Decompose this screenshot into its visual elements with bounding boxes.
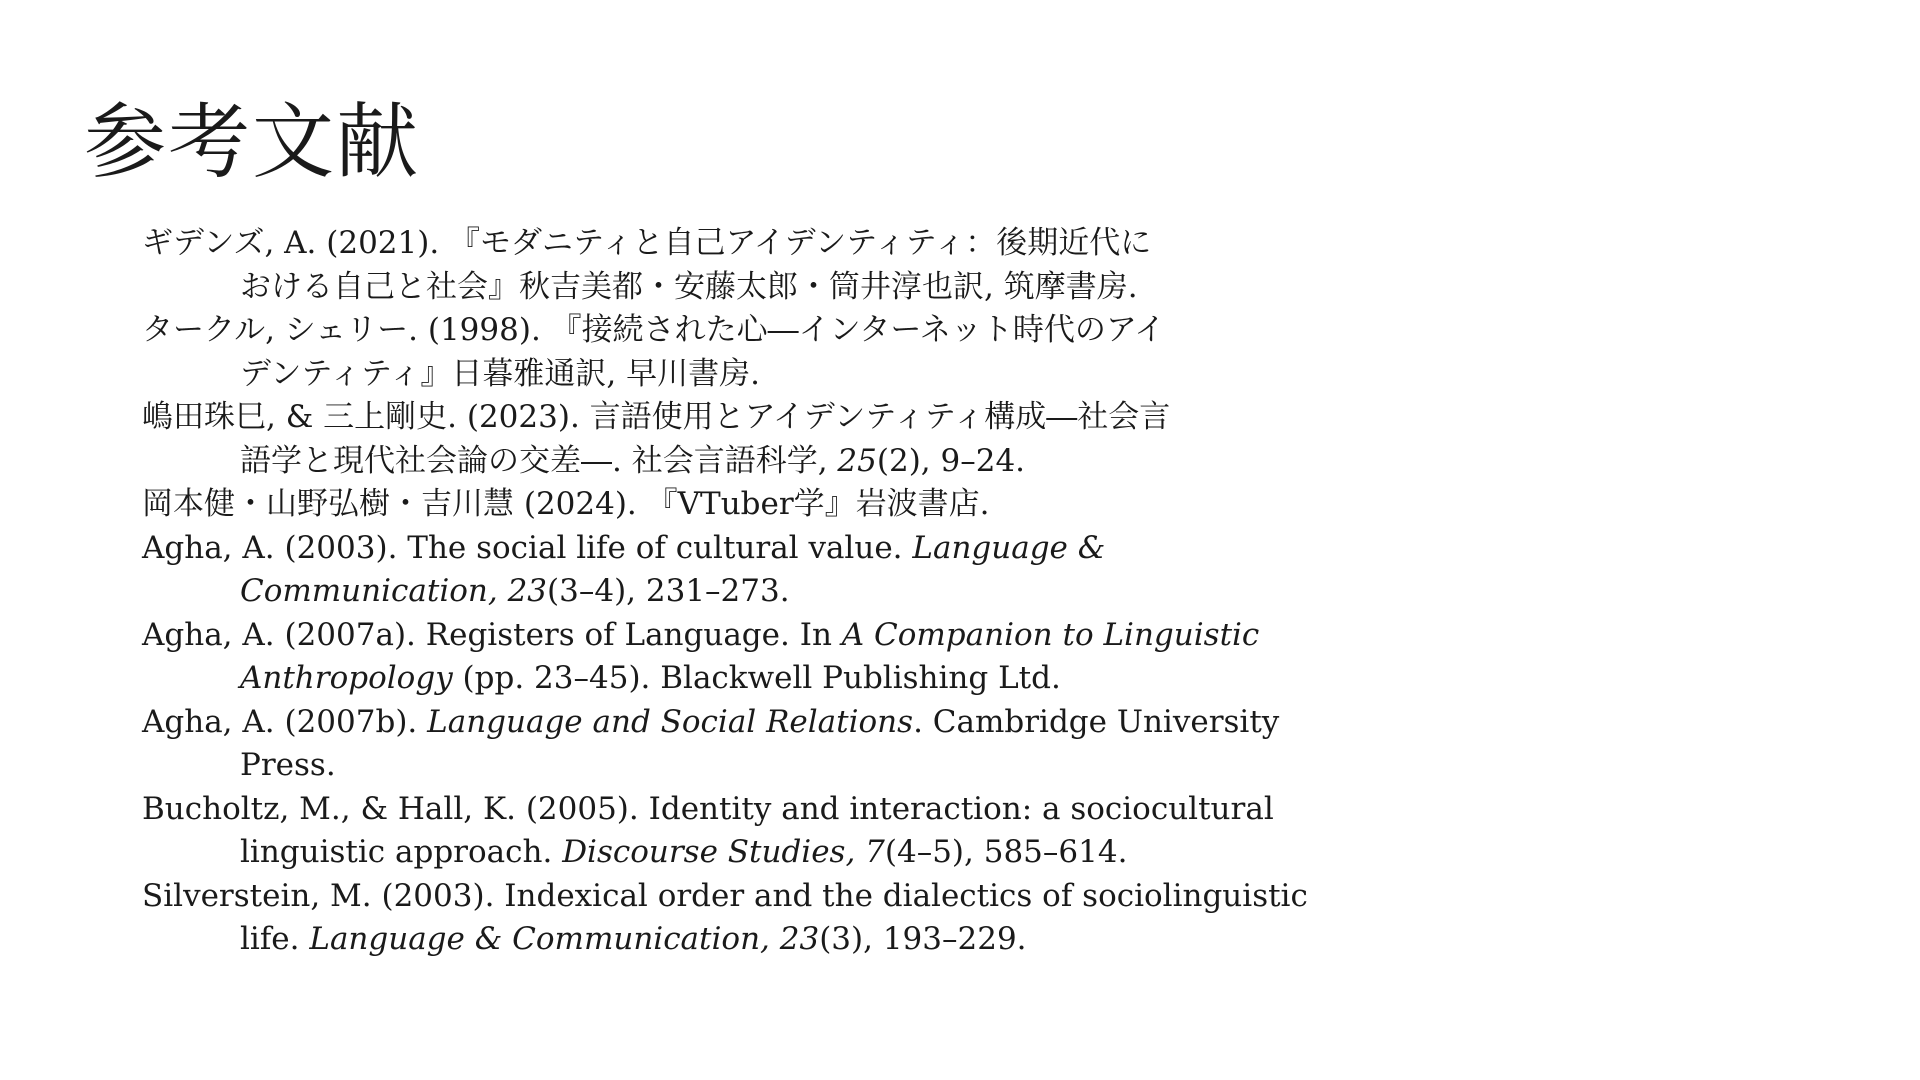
reference-text-continued: 語学と現代社会論の交差―. 社会言語科学, bbox=[240, 442, 838, 479]
reference-bucholtz-hall bbox=[142, 788, 1342, 875]
reference-publisher: . Cambridge University Press. bbox=[240, 703, 1280, 783]
slide-title: 参考文献 bbox=[84, 95, 421, 190]
reference-giddens bbox=[142, 222, 1342, 309]
reference-okamoto bbox=[142, 483, 1342, 527]
reference-journal: Discourse Studies, 7 bbox=[562, 834, 885, 870]
reference-text: Silverstein, M. (2003). Indexical order and the dialectics of sociolinguistic life. bbox=[142, 877, 1308, 957]
reference-journal: Language & Communication, 23 bbox=[240, 529, 1106, 609]
reference-pages: (3), 193–229. bbox=[819, 921, 1027, 957]
reference-book: Language and Social Relations bbox=[427, 703, 914, 740]
reference-shimada-mikami bbox=[142, 396, 1342, 483]
reference-text: Agha, A. (2007a). Registers of Language. In bbox=[142, 616, 842, 653]
reference-pages: (2), 9–24. bbox=[876, 442, 1026, 479]
reference-pages: (3–4), 231–273. bbox=[547, 573, 790, 609]
reference-text: 嶋田珠巳, & 三上剛史. (2023). 言語使用とアイデンティティ構成―社会言 bbox=[142, 399, 1171, 435]
reference-pages: (4–5), 585–614. bbox=[884, 834, 1128, 870]
reference-journal: Language & Communication, 23 bbox=[309, 921, 820, 957]
reference-text: Agha, A. (2007b). bbox=[142, 703, 428, 740]
reference-silverstein bbox=[142, 875, 1342, 962]
reference-text-continued: おける自己と社会』秋吉美都・安藤太郎・筒井淳也訳, 筑摩書房. bbox=[240, 268, 1138, 305]
reference-text-continued: デンティティ』日暮雅通訳, 早川書房. bbox=[240, 355, 760, 392]
reference-text: タークル, シェリー. (1998). 『接続された心―インターネット時代のアイ bbox=[142, 312, 1166, 348]
reference-list bbox=[142, 222, 1342, 962]
reference-text: 岡本健・山野弘樹・吉川慧 (2024). 『VTuber学』岩波書店. bbox=[142, 486, 990, 522]
reference-book: A Companion to Linguistic Anthropology bbox=[240, 616, 1260, 696]
reference-agha-2007b bbox=[142, 701, 1342, 788]
reference-text: Agha, A. (2003). The social life of cultural value. bbox=[142, 529, 913, 566]
reference-turkle bbox=[142, 309, 1342, 396]
reference-volume: 25 bbox=[837, 442, 877, 479]
reference-agha-2003 bbox=[142, 527, 1342, 614]
reference-pages: (pp. 23–45). Blackwell Publishing Ltd. bbox=[452, 660, 1061, 696]
reference-agha-2007a bbox=[142, 614, 1342, 701]
reference-text: Bucholtz, M., & Hall, K. (2005). Identity and interaction: a sociocultural linguistic approach. bbox=[142, 790, 1274, 870]
reference-text: ギデンズ, A. (2021). 『モダニティと自己アイデンティティ：後期近代に bbox=[142, 225, 1152, 261]
